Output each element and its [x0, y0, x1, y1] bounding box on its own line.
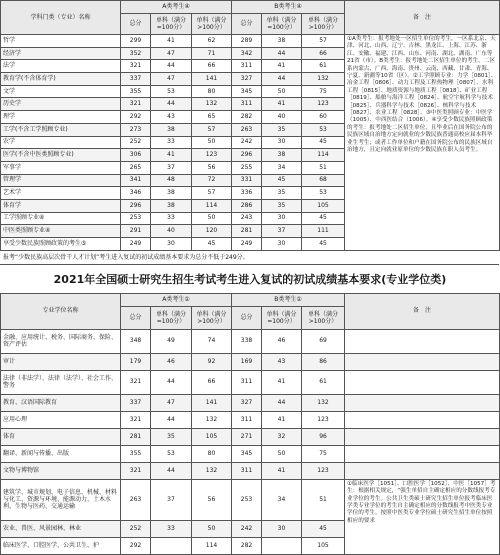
score-cell	[262, 537, 302, 554]
row-name: 工学(不含工学照顾专业)	[1, 123, 121, 136]
score-cell: 35	[262, 199, 302, 212]
row-name: 应用心理	[1, 411, 121, 428]
score-cell: 38	[262, 35, 302, 48]
score-cell: 37	[262, 225, 302, 238]
row-name: 翻译、新闻与传播、出版	[1, 445, 121, 462]
score-cell: 252	[121, 520, 151, 537]
score-cell: 60	[302, 111, 345, 124]
score-cell: 311	[232, 411, 262, 428]
empty-notes-cell	[345, 353, 500, 370]
table-row	[1, 445, 500, 462]
score-cell: 337	[121, 394, 151, 411]
score-cell: 255	[232, 161, 262, 174]
score-cell: 253	[232, 479, 262, 520]
score-cell: 69	[302, 329, 345, 353]
score-cell: 65	[192, 111, 232, 124]
row-name: 教育、汉语国际教育	[1, 394, 121, 411]
score-cell: 57	[192, 187, 232, 200]
score-cell: 30	[262, 238, 302, 251]
score-cell: 50	[262, 85, 302, 98]
score-cell: 44	[262, 73, 302, 86]
score-cell: 72	[192, 174, 232, 187]
score-cell: 123	[302, 462, 345, 479]
score-cell: 352	[121, 47, 151, 60]
a-single-gt100-header: 单科（满分>100分）	[192, 14, 232, 35]
score-cell: 292	[121, 537, 151, 554]
score-cell: 111	[302, 225, 345, 238]
row-name: 艺术学	[1, 187, 121, 200]
score-cell: 105	[192, 428, 232, 445]
group-b-header-2: B类考生①	[232, 293, 345, 306]
score-cell: 34	[262, 479, 302, 520]
score-cell: 105	[302, 199, 345, 212]
row-name: 享受少数民族照顾政策的考生⑤	[1, 238, 121, 251]
empty-notes-cell	[345, 370, 500, 394]
score-cell: 41	[262, 98, 302, 111]
score-cell: 299	[121, 35, 151, 48]
score-cell: 50	[192, 520, 232, 537]
score-cell: 38	[262, 149, 302, 162]
score-cell: 41	[262, 370, 302, 394]
a-single100-header-2: 单科（满分=100分）	[151, 306, 192, 329]
score-cell: 53	[151, 445, 192, 462]
score-cell: 43	[151, 111, 192, 124]
b-total-header-2: 总分	[232, 306, 262, 329]
score-cell: 345	[232, 85, 262, 98]
score-cell: 80	[192, 85, 232, 98]
score-cell: 41	[151, 35, 192, 48]
score-cell: 45	[302, 238, 345, 251]
score-cell	[151, 537, 192, 554]
score-cell: 44	[151, 462, 192, 479]
a-total-header-2: 总分	[121, 306, 151, 329]
score-cell: 253	[121, 212, 151, 225]
score-cell: 38	[151, 199, 192, 212]
score-cell: 243	[232, 212, 262, 225]
score-cell: 44	[262, 47, 302, 60]
score-cell: 123	[302, 98, 345, 111]
score-cell: 68	[302, 174, 345, 187]
score-cell: 38	[151, 123, 192, 136]
group-b-header: B类考生④	[232, 1, 345, 14]
score-cell: 30	[262, 136, 302, 149]
score-cell: 249	[121, 238, 151, 251]
score-cell: 282	[232, 111, 262, 124]
score-cell: 96	[302, 428, 345, 445]
score-cell: 114	[192, 199, 232, 212]
score-cell: 306	[121, 149, 151, 162]
score-cell: 47	[151, 73, 192, 86]
empty-notes-cell	[345, 428, 500, 445]
table-row	[1, 411, 500, 428]
score-cell: 321	[121, 411, 151, 428]
table-row	[1, 394, 500, 411]
score-cell: 53	[302, 187, 345, 200]
score-cell: 35	[151, 428, 192, 445]
score-cell: 35	[262, 123, 302, 136]
score-cell: 57	[302, 35, 345, 48]
row-name: 法学	[1, 60, 121, 73]
score-cell: 114	[192, 537, 232, 554]
b-single-gt100-header: 单科（满分>100分）	[302, 14, 345, 35]
score-cell: 337	[121, 73, 151, 86]
score-cell: 45	[192, 238, 232, 251]
score-cell: 242	[232, 136, 262, 149]
score-cell: 56	[192, 479, 232, 520]
score-cell: 57	[192, 123, 232, 136]
subject-header: 学科门类（专业）名称	[1, 1, 121, 35]
score-cell: 123	[302, 411, 345, 428]
score-cell: 311	[232, 98, 262, 111]
score-cell: 46	[151, 353, 192, 370]
score-cell: 114	[302, 149, 345, 162]
score-cell: 296	[232, 149, 262, 162]
score-cell: 40	[262, 111, 302, 124]
notes-header: 备 注	[345, 1, 500, 35]
table1-footnote: 报考“少数民族高层次骨干人才计划”考生进入复试的初试成绩基本要求为总分不低于249分。	[0, 251, 499, 265]
score-cell: 336	[232, 187, 262, 200]
table-row	[1, 462, 500, 479]
score-cell: 34	[262, 161, 302, 174]
notes-header-2: 备 注	[345, 293, 500, 329]
score-cell: 44	[151, 411, 192, 428]
score-cell: 265	[121, 161, 151, 174]
empty-notes-cell	[345, 445, 500, 462]
score-cell: 311	[232, 60, 262, 73]
score-cell: 66	[192, 60, 232, 73]
score-cell: 80	[192, 445, 232, 462]
notes-cell: ①A类考生：报考地处一区招生单位的考生。一区系北京、天津、河北、山西、辽宁、吉林、黑龙江、上海、江苏、浙江、安徽、福建、江西、山东、河南、湖北、湖南、广东等21省（市）。B类考生：报考地处二区招生单位的考生。二区系内蒙古、广西、海南、贵州、云南、西藏、甘肃、青海、宁夏、新疆等10省（区）。②工学照顾专业：力学［0801］、冶金工程［0806］、动力工程及工程热物理［0807］、水利工程［0815］、地质资源与地质工程［0818］、矿业工程［0819］、船舶与海洋工程［0824］、航空宇航科学与技术［0825］、兵器科学与技术［0826］、核科学与技术［0827］、农业工程［0828］。③中医类照顾专业：中医学（1005）、中西医结合（1006）。④享受少数民族照顾政策的考生：报考地处二区招生单位，且毕业后在国务院公布的民族区域自治地方定向就业的少数民族普通高校应届本科毕业生考生；或者工作单位和户籍在国务院公布的民族区域自治地方，且定向就业原单位的少数民族在职人员考生。	[345, 35, 500, 251]
score-cell: 281	[121, 428, 151, 445]
score-cell: 40	[151, 225, 192, 238]
score-cell: 86	[302, 353, 345, 370]
score-cell: 179	[121, 353, 151, 370]
score-cell: 50	[192, 136, 232, 149]
score-cell: 62	[192, 35, 232, 48]
score-cell: 169	[232, 353, 262, 370]
score-cell: 41	[262, 411, 302, 428]
score-cell: 282	[232, 537, 262, 554]
a-single-gt100-header-2: 单科（满分>100分）	[192, 306, 232, 329]
score-cell: 61	[302, 60, 345, 73]
score-cell: 66	[302, 47, 345, 60]
row-name: 工学照顾专业④	[1, 212, 121, 225]
score-cell: 41	[151, 149, 192, 162]
score-cell: 33	[151, 136, 192, 149]
score-cell: 338	[232, 329, 262, 353]
table-row	[1, 35, 500, 48]
score-cell: 296	[121, 199, 151, 212]
score-cell: 41	[262, 462, 302, 479]
score-cell: 44	[151, 98, 192, 111]
row-name: 农学	[1, 136, 121, 149]
empty-notes-cell	[345, 411, 500, 428]
row-name: 管理学	[1, 174, 121, 187]
score-cell: 56	[192, 161, 232, 174]
score-cell: 51	[302, 479, 345, 520]
row-name: 金融、应用统计、税务、国际商务、保险、资产评估	[1, 329, 121, 353]
score-cell: 46	[262, 329, 302, 353]
score-cell: 49	[151, 329, 192, 353]
score-cell: 43	[262, 353, 302, 370]
notes-cell: ①临床医学［1051］、口腔医学［1052］、中医［1057］考生：根据相关规定，“强生单招自主确定相应的分数线报考专业学位的考生。公共卫生类硕士研究生招生单位报考临床医学类专业学位的考生自主确定相应的分数线报考中医类专业学位的考生。按照中医类专业学位硕士研究生招生单位按照相应的要求	[345, 479, 500, 554]
score-cell: 273	[121, 123, 151, 136]
row-name: 临床医学、口腔医学、公共卫生、护	[1, 537, 121, 554]
score-cell: 242	[232, 520, 262, 537]
row-name: 体育	[1, 428, 121, 445]
row-name: 法律（非法学）、法律（法学）、社会工作、警务	[1, 370, 121, 394]
a-single100-header: 单科（满分=100分）	[151, 14, 192, 35]
score-cell: 32	[262, 428, 302, 445]
table-row	[1, 353, 500, 370]
row-name: 文物与博物馆	[1, 462, 121, 479]
score-cell: 51	[302, 161, 345, 174]
score-cell: 105	[302, 537, 345, 554]
score-cell: 37	[151, 479, 192, 520]
score-cell: 271	[232, 428, 262, 445]
score-cell: 342	[232, 47, 262, 60]
row-name: 经济学	[1, 47, 121, 60]
score-cell: 345	[232, 445, 262, 462]
score-cell: 45	[302, 212, 345, 225]
row-name: 医学(不含中医类照顾专业)	[1, 149, 121, 162]
row-name: 哲学	[1, 35, 121, 48]
score-cell: 132	[192, 462, 232, 479]
row-name: 历史学	[1, 98, 121, 111]
professional-score-table	[0, 293, 500, 555]
score-cell: 348	[121, 329, 151, 353]
score-cell: 45	[302, 136, 345, 149]
row-name: 审计	[1, 353, 121, 370]
score-cell: 33	[151, 520, 192, 537]
score-cell: 35	[262, 187, 302, 200]
score-cell: 92	[192, 353, 232, 370]
row-name: 中医类照顾专业④	[1, 225, 121, 238]
score-cell: 331	[232, 174, 262, 187]
score-cell: 44	[262, 394, 302, 411]
empty-notes-cell	[345, 462, 500, 479]
score-cell: 61	[302, 370, 345, 394]
score-cell: 48	[151, 174, 192, 187]
score-cell: 30	[151, 238, 192, 251]
category-header: 专业学位名称	[1, 293, 121, 329]
score-cell: 311	[232, 370, 262, 394]
row-name: 理学	[1, 111, 121, 124]
score-cell: 132	[302, 73, 345, 86]
score-cell: 321	[121, 60, 151, 73]
score-cell: 53	[302, 123, 345, 136]
score-cell: 47	[151, 47, 192, 60]
empty-notes-cell	[345, 329, 500, 353]
score-cell: 45	[302, 520, 345, 537]
score-cell: 132	[302, 394, 345, 411]
score-cell: 75	[302, 85, 345, 98]
score-cell: 38	[151, 187, 192, 200]
score-cell: 132	[192, 411, 232, 428]
score-cell: 75	[302, 445, 345, 462]
group-a-header-2: A类考生①	[121, 293, 232, 306]
score-cell: 291	[121, 225, 151, 238]
row-name: 文学	[1, 85, 121, 98]
score-cell: 66	[192, 370, 232, 394]
academic-score-table	[0, 0, 500, 251]
row-name: 军事学	[1, 161, 121, 174]
score-cell: 281	[232, 225, 262, 238]
score-cell: 321	[121, 98, 151, 111]
score-cell: 50	[192, 212, 232, 225]
score-cell: 252	[121, 136, 151, 149]
score-cell: 355	[121, 85, 151, 98]
score-cell: 47	[151, 394, 192, 411]
score-cell: 37	[151, 161, 192, 174]
score-cell: 41	[262, 60, 302, 73]
score-cell: 321	[121, 462, 151, 479]
row-name: 农业、兽医、风景园林、林业	[1, 520, 121, 537]
score-cell: 74	[192, 329, 232, 353]
score-cell: 249	[232, 238, 262, 251]
table-row	[1, 428, 500, 445]
b-single-gt100-header-2: 单科（满分>100分）	[302, 306, 345, 329]
score-cell: 132	[192, 98, 232, 111]
score-cell: 33	[151, 212, 192, 225]
score-cell: 346	[121, 187, 151, 200]
a-total-header: 总分	[121, 14, 151, 35]
score-cell: 141	[192, 394, 232, 411]
row-name: 教育学(不含体育学)	[1, 73, 121, 86]
table-row	[1, 370, 500, 394]
group-a-header: A类考生④	[121, 1, 232, 14]
score-cell: 30	[262, 212, 302, 225]
score-cell: 71	[192, 47, 232, 60]
score-cell: 45	[262, 174, 302, 187]
score-cell: 44	[151, 60, 192, 73]
score-cell: 355	[121, 445, 151, 462]
score-cell: 327	[232, 394, 262, 411]
score-cell: 44	[151, 370, 192, 394]
score-cell: 292	[121, 111, 151, 124]
score-cell: 311	[232, 462, 262, 479]
score-cell: 120	[192, 225, 232, 238]
score-cell: 289	[232, 35, 262, 48]
score-cell: 53	[151, 85, 192, 98]
row-name: 体育学	[1, 199, 121, 212]
score-cell: 321	[121, 370, 151, 394]
score-cell: 327	[232, 73, 262, 86]
table-row	[1, 479, 500, 520]
b-single100-header: 单科（满分=100分）	[262, 14, 302, 35]
score-cell: 286	[232, 199, 262, 212]
score-cell: 123	[192, 149, 232, 162]
score-cell: 263	[232, 123, 262, 136]
table-row	[1, 329, 500, 353]
score-cell: 141	[192, 73, 232, 86]
b-single100-header-2: 单科（满分=100分）	[262, 306, 302, 329]
score-cell: 341	[121, 174, 151, 187]
page-title: 2021年全国硕士研究生招生考试考生进入复试的初试成绩基本要求(专业学位类)	[53, 272, 447, 286]
b-total-header: 总分	[232, 14, 262, 35]
empty-notes-cell	[345, 394, 500, 411]
score-cell: 30	[262, 520, 302, 537]
score-cell: 50	[262, 445, 302, 462]
score-cell: 263	[121, 479, 151, 520]
row-name: 建筑学、城市规划、电子信息、机械、材料与化工、资源与环境、能源动力、土木水利、生物与医药、交通运输	[1, 479, 121, 520]
